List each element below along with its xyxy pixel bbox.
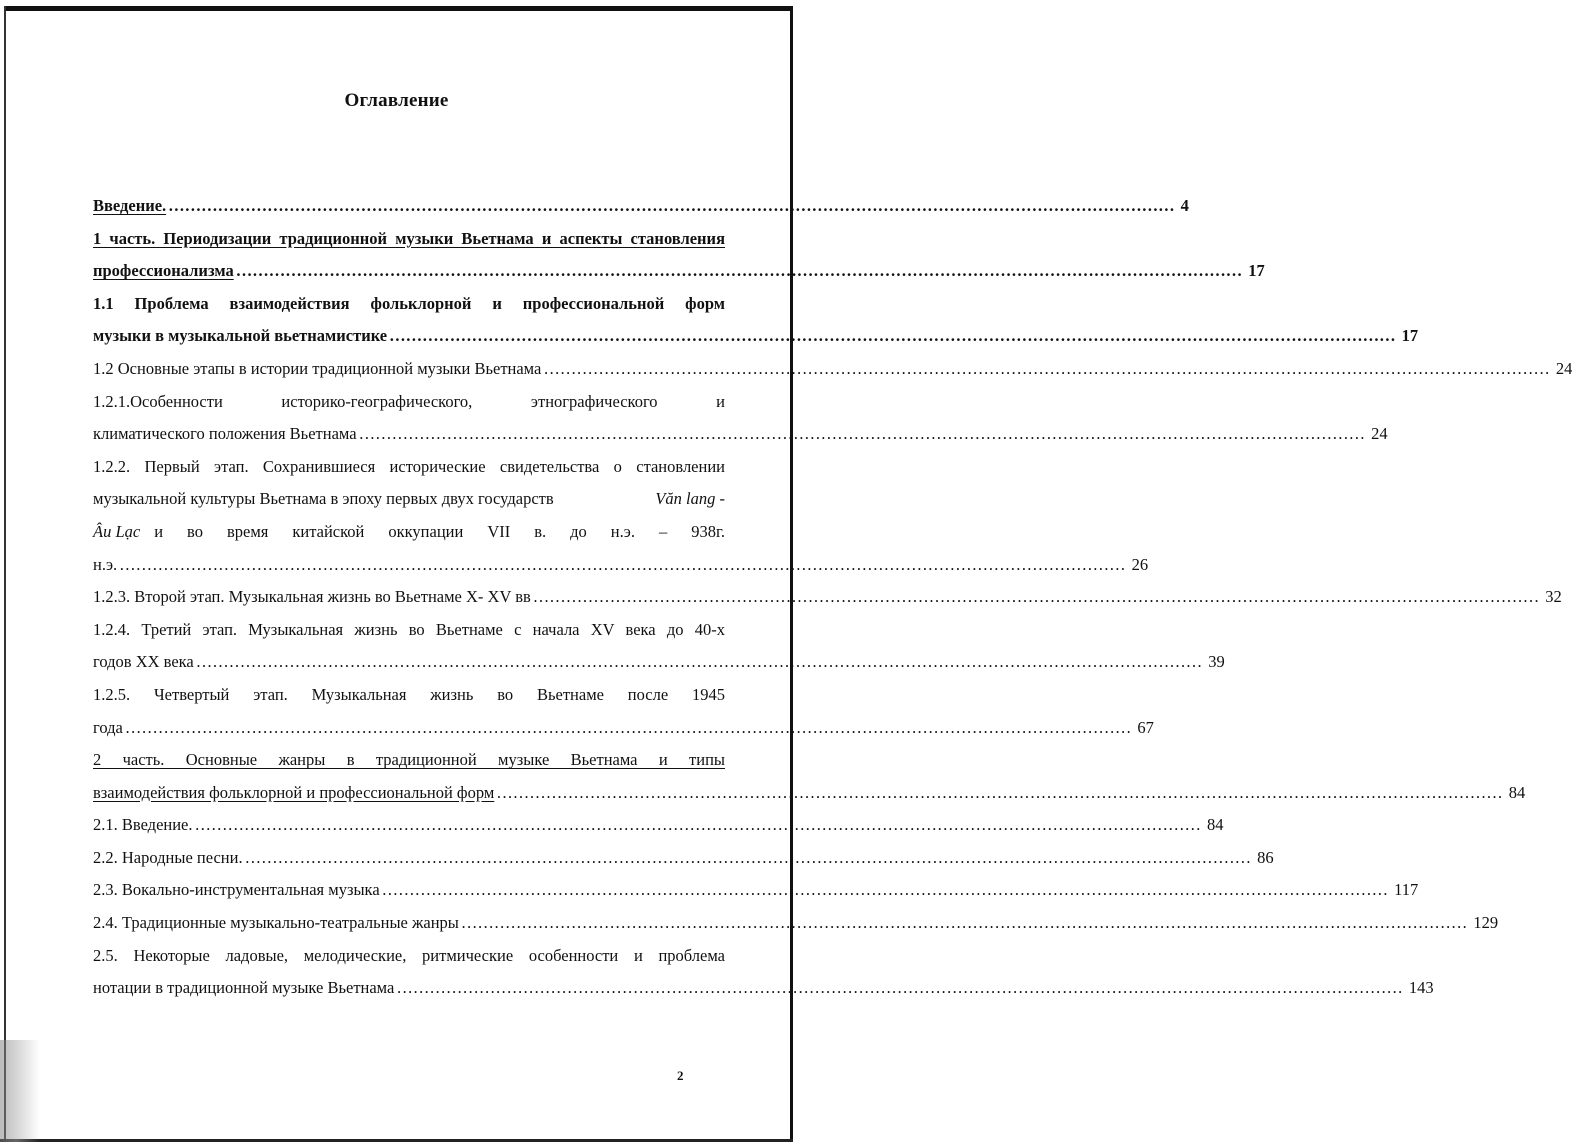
- toc-entry-1-2-2[interactable]: [93, 451, 1149, 581]
- state-name-van-lang: Văn lang: [655, 489, 716, 509]
- toc-label-line2: нотации в традиционной музыке Вьетнама: [93, 978, 395, 998]
- toc-entry-1-2-4[interactable]: [93, 614, 1225, 679]
- leader-dots: …………………………………………………………………………………………………………………………………………………………………: [124, 717, 1132, 737]
- toc-label-line1: 1.2.1.Особенности историко-географического, этнографического и: [93, 391, 725, 411]
- toc-entry-1-2-3[interactable]: [93, 581, 1562, 614]
- toc-label-line4: н.э.: [93, 554, 118, 574]
- toc-label-line1: 1 часть. Периодизации традиционной музыки Вьетнама и аспекты становления: [93, 228, 725, 248]
- toc-entry-2-4[interactable]: [93, 907, 1499, 940]
- leader-dots: …………………………………………………………………………………………………………………………………………………………………: [532, 587, 1540, 607]
- leader-dots: …………………………………………………………………………………………………………………………………………………………………: [235, 261, 1243, 281]
- dash: -: [719, 489, 725, 509]
- toc-page: 24: [1555, 358, 1572, 378]
- toc-label-line1: 1.2.5. Четвертый этап. Музыкальная жизнь во Вьетнаме после 1945: [93, 684, 725, 704]
- toc-entry-1-1[interactable]: [93, 288, 1419, 353]
- toc-label-line1: 1.1 Проблема взаимодействия фольклорной и профессиональной форм: [93, 293, 725, 313]
- table-of-contents: [93, 190, 1572, 1005]
- toc-page: 24: [1371, 424, 1388, 444]
- toc-label-line1: 2.5. Некоторые ладовые, мелодические, ритмические особенности и проблема: [93, 945, 725, 965]
- state-name-au-lac: Âu Lạc: [93, 521, 141, 541]
- leader-dots: …………………………………………………………………………………………………………………………………………………………………: [119, 554, 1126, 574]
- leader-dots: …………………………………………………………………………………………………………………………………………………………………: [389, 326, 1396, 346]
- leader-dots: …………………………………………………………………………………………………………………………………………………………………: [381, 880, 1389, 900]
- toc-label: 2.2. Народные песни.: [93, 847, 243, 867]
- leader-dots: …………………………………………………………………………………………………………………………………………………………………: [543, 358, 1550, 378]
- leader-dots: …………………………………………………………………………………………………………………………………………………………………: [194, 815, 1202, 835]
- toc-label-line2: годов XX века: [93, 652, 194, 672]
- toc-label-line2: профессионализма: [93, 261, 234, 281]
- toc-entry-1-2-1[interactable]: [93, 386, 1388, 451]
- toc-page: 84: [1508, 782, 1526, 802]
- toc-label-line3: и во время китайской оккупации VII в. до н.э. – 938г.: [154, 521, 725, 541]
- leader-dots: …………………………………………………………………………………………………………………………………………………………………: [460, 913, 1468, 933]
- toc-label: 1.2.3. Второй этап. Музыкальная жизнь во Вьетнаме X- XV вв: [93, 587, 531, 607]
- toc-label-line1: 1.2.2. Первый этап. Сохранившиеся исторические свидетельства о становлении: [93, 456, 725, 476]
- toc-page: 84: [1207, 815, 1224, 835]
- scan-border-top: [6, 6, 793, 11]
- toc-page: 143: [1408, 978, 1434, 998]
- leader-dots: …………………………………………………………………………………………………………………………………………………………………: [244, 847, 1252, 867]
- toc-label: 2.1. Введение.: [93, 815, 193, 835]
- toc-entry-part1[interactable]: [93, 223, 1265, 288]
- toc-entry-2-3[interactable]: [93, 874, 1419, 907]
- toc-label-line2: взаимодействия фольклорной и профессиональной форм: [93, 782, 495, 802]
- toc-entry-2-1[interactable]: [93, 809, 1224, 842]
- toc-label: 2.3. Вокально-инструментальная музыка: [93, 880, 380, 900]
- toc-page: 67: [1137, 717, 1154, 737]
- leader-dots: …………………………………………………………………………………………………………………………………………………………………: [496, 782, 1503, 802]
- toc-page: 39: [1208, 652, 1225, 672]
- toc-label: 1.2 Основные этапы в истории традиционной музыки Вьетнама: [93, 358, 542, 378]
- page-number: 2: [677, 1068, 684, 1083]
- leader-dots: …………………………………………………………………………………………………………………………………………………………………: [195, 652, 1203, 672]
- toc-page: 129: [1473, 913, 1499, 933]
- toc-entry-1-2-5[interactable]: [93, 679, 1154, 744]
- page-title: Оглавление: [344, 90, 449, 111]
- toc-entry-part2[interactable]: [93, 744, 1526, 809]
- toc-entry-2-5[interactable]: [93, 940, 1434, 1005]
- toc-page: 17: [1401, 326, 1419, 346]
- toc-label-line2: музыкальной культуры Вьетнама в эпоху первых двух государств: [93, 489, 554, 509]
- toc-page: 17: [1248, 261, 1265, 281]
- toc-page: 86: [1257, 847, 1274, 867]
- toc-page: 4: [1180, 196, 1189, 215]
- toc-label-line2: музыки в музыкальной вьетнамистике: [93, 326, 388, 346]
- toc-label-line1: 2 часть. Основные жанры в традиционной музыке Вьетнама и типы: [93, 750, 725, 770]
- toc-label: Введение.: [93, 196, 167, 215]
- leader-dots: …………………………………………………………………………………………………………………………………………………………………: [168, 196, 1175, 215]
- toc-entry-1-2[interactable]: [93, 353, 1572, 386]
- toc-page: 117: [1394, 880, 1419, 900]
- leader-dots: …………………………………………………………………………………………………………………………………………………………………: [396, 978, 1403, 998]
- toc-page: 26: [1131, 554, 1149, 574]
- toc-entry-2-2[interactable]: [93, 842, 1274, 875]
- leader-dots: …………………………………………………………………………………………………………………………………………………………………: [358, 424, 1366, 444]
- scan-shadow: [0, 1040, 40, 1142]
- toc-label: 2.4. Традиционные музыкально-театральные жанры: [93, 913, 459, 933]
- toc-label-line2: климатического положения Вьетнама: [93, 424, 357, 444]
- toc-page: 32: [1545, 587, 1562, 607]
- toc-entry-intro[interactable]: [93, 190, 1189, 223]
- toc-label-line1: 1.2.4. Третий этап. Музыкальная жизнь во Вьетнаме с начала XV века до 40-х: [93, 619, 725, 639]
- toc-label-line2: года: [93, 717, 123, 737]
- scan-border-left: [4, 6, 6, 1142]
